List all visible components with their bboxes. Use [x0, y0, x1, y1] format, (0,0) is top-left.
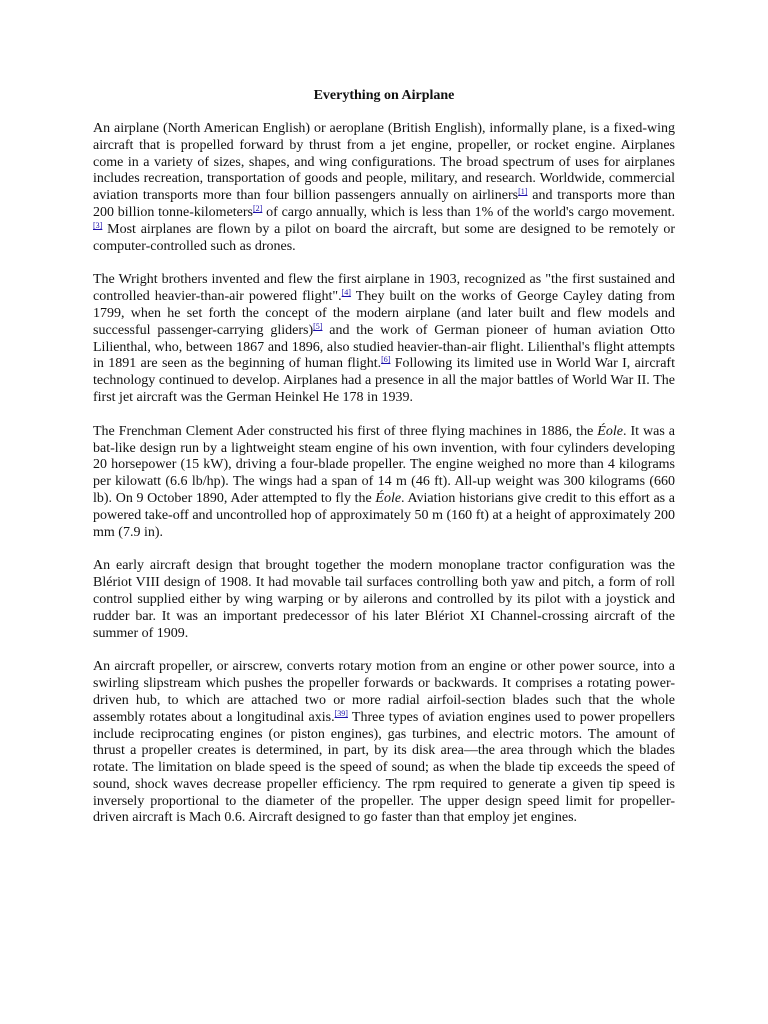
page-title: Everything on Airplane [313, 88, 455, 103]
paragraph-text: Three types of aviation engines used to power propellers include reciprocating engines (or piston engines), gas turbines, and electric motors. The amount of thrust a propeller creates is determined, in part, by its disk area—the area through which the blades rotate. The limitation on blade speed is the speed of sound; as when the blade tip exceeds the speed of sound, shock waves decrease propeller efficiency. The rpm required to generate a given tip speed is inversely proportional to the diameter of the propeller. The upper design speed limit for propeller-driven aircraft is Mach 0.6. Aircraft designed to go faster than that employ jet engines. [93, 709, 675, 826]
paragraph-text: An aircraft propeller, or airscrew, converts rotary motion from an engine or other power source, into a swirling slipstream which pushes the propeller forwards or backwards. It comprises a rotating power-driven hub, to which are attached two or more radial airfoil-section blades such that the whole assembly rotates about a longitudinal axis. [93, 659, 675, 725]
citation-link[interactable]: [2] [253, 203, 263, 213]
paragraph-text: . It was a bat-like design run by a lightweight steam engine of his own invention, with four cylinders developing 20 horsepower (15 kW), driving a four-blade propeller. The engine weighed no more than 4 kilograms per kilowatt (6.6 lb/hp). The wings had a span of 14 m (46 ft). All-up weight was 300 kilograms (660 lb). On 9 October 1890, Ader attempted to fly the [93, 423, 675, 506]
document-page [93, 88, 675, 844]
citation-link[interactable]: [6] [381, 355, 391, 365]
paragraph-text: They built on the works of George Cayley dating from 1799, when he set forth the concept of the modern airplane (and later built and flew models and successful passenger-carrying gliders) [93, 289, 675, 338]
paragraph-intro [93, 121, 675, 255]
paragraph-ader [93, 424, 675, 542]
citation-link[interactable]: [5] [313, 321, 323, 331]
citation-3[interactable] [93, 221, 102, 230]
citation-link[interactable]: [3] [93, 220, 103, 230]
paragraph-history [93, 272, 675, 406]
paragraph-text: Following its limited use in World War I, aircraft technology continued to develop. Airplanes had a presence in all the major battles of World War II. The first jet aircraft was the German Heinkel He 178 in 1939. [93, 356, 675, 405]
italic-name: Éole [375, 490, 402, 506]
citation-2[interactable] [253, 204, 262, 213]
citation-link[interactable]: [39] [334, 708, 348, 718]
paragraph-text: The Wright brothers invented and flew the first airplane in 1903, recognized as "the first sustained and controlled heavier-than-air powered flight". [93, 272, 675, 305]
citation-39[interactable] [335, 709, 348, 718]
paragraph-text: Most airplanes are flown by a pilot on board the aircraft, but some are designed to be remotely or computer-controlled such as drones. [93, 221, 675, 254]
italic-name: Éole [597, 423, 623, 439]
paragraph-bleriot: An early aircraft design that brought together the modern monoplane tractor configuration was the Blériot VIII design of 1908. It had movable tail surfaces controlling both yaw and pitch, a form of roll control supplied either by wing warping or by ailerons and controlled by its pilot with a joystick and rudder bar. It was an important predecessor of his later Blériot XI Channel-crossing aircraft of the summer of 1909. [93, 558, 675, 641]
citation-link[interactable]: [1] [518, 187, 528, 197]
paragraph-text: and the work of German pioneer of human aviation Otto Lilienthal, who, between 1867 and 1896, also studied heavier-than-air flight. Lilienthal's flight attempts in 1891 are seen as the beginning of human flight. [93, 322, 675, 372]
paragraph-text: and transports more than 200 billion tonne-kilometers [93, 188, 676, 220]
paragraph-text: An airplane (North American English) or aeroplane (British English), informally plane, is a fixed-wing aircraft that is propelled forward by thrust from a jet engine, propeller, or rocket engine. Airplanes come in a variety of sizes, shapes, and wing configurations. The broad spectrum of uses for airplanes includes recreation, transportation of goods and people, military, and research. Worldwide, commercial aviation transports more than four billion passengers annually on airliners [93, 121, 675, 204]
paragraph-text: . Aviation historians give credit to this effort as a powered take-off and uncontrolled hop of approximately 50 m (160 ft) at a height of approximately 200 mm (7.9 in). [93, 490, 675, 540]
paragraph-text: of cargo annually, which is less than 1% of the world's cargo movement. [262, 204, 675, 220]
paragraph-text: The Frenchman Clement Ader constructed his first of three flying machines in 1886, the [93, 423, 598, 439]
paragraph-propeller [93, 659, 675, 827]
citation-link[interactable]: [4] [341, 288, 351, 298]
citation-4[interactable] [342, 288, 351, 297]
